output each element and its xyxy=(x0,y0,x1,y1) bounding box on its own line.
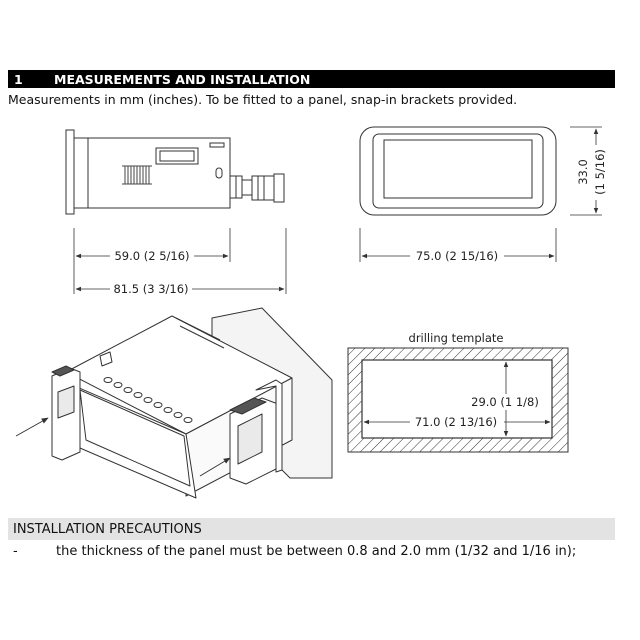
precautions-heading: INSTALLATION PRECAUTIONS xyxy=(13,521,202,537)
front-view xyxy=(360,127,556,215)
depth-total-label: 81.5 (3 3/16) xyxy=(113,282,189,296)
side-view xyxy=(66,130,284,214)
width-front-label: 75.0 (2 15/16) xyxy=(415,249,499,263)
vent-slots xyxy=(122,166,152,184)
depth-body-label: 59.0 (2 5/16) xyxy=(114,249,190,263)
precautions-header xyxy=(8,518,615,540)
drilling-height-label: 29.0 (1 1/8) xyxy=(471,395,539,409)
isometric-view xyxy=(52,308,332,498)
front-dimension-lines xyxy=(360,127,602,262)
height-front-in-label: (1 5/16) xyxy=(593,149,607,195)
section-number: 1 xyxy=(14,71,23,87)
height-front-mm-label: 33.0 xyxy=(576,159,590,185)
drilling-title: drilling template xyxy=(408,331,504,345)
section-subtitle: Measurements in mm (inches). To be fitted to a panel, snap-in brackets provided. xyxy=(8,92,518,107)
precaution-bullet: - xyxy=(13,544,18,559)
precaution-text: the thickness of the panel must be between 0.8 and 2.0 mm (1/32 and 1/16 in); xyxy=(56,544,577,559)
drilling-width-label: 71.0 (2 13/16) xyxy=(414,415,498,429)
section-title: MEASUREMENTS AND INSTALLATION xyxy=(54,71,311,87)
